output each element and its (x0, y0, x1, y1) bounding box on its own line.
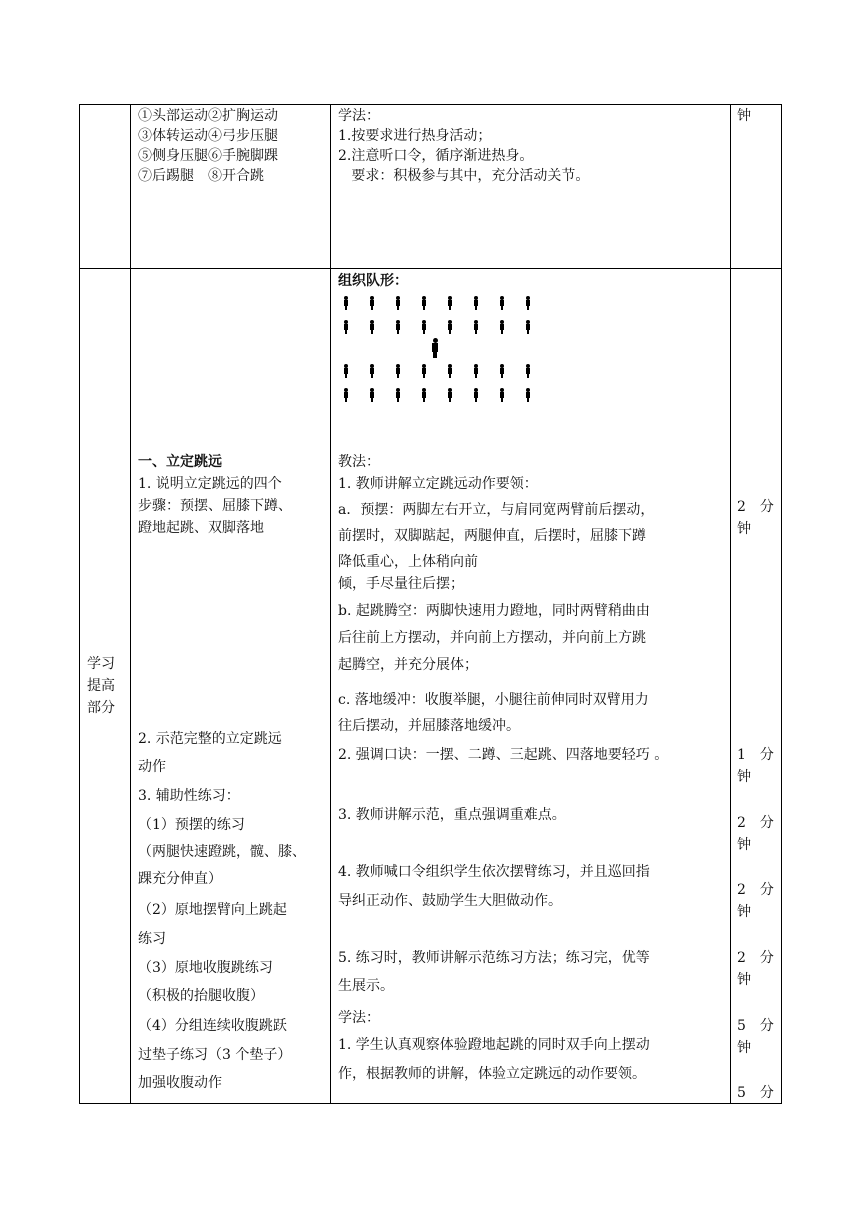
student-icon (473, 296, 479, 310)
student-icon (499, 296, 505, 310)
student-icon (473, 388, 479, 402)
study-point-1-line: 作，根据教师的讲解，体验立定跳远的动作要领。 (338, 1066, 646, 1082)
student-icon (447, 388, 453, 402)
warmup-method-line: 1.按要求进行热身活动； (338, 128, 492, 144)
teaching-point-4-line: 导纠正动作、鼓励学生大胆做动作。 (338, 893, 562, 909)
student-icon (473, 364, 479, 378)
content-sub-4-line: 过垫子练习（3 个垫子） (138, 1047, 292, 1063)
study-point-1-line: 1. 学生认真观察体验蹬地起跳的同时双手向上摆动 (338, 1037, 650, 1053)
student-icon (525, 388, 531, 402)
student-icon (369, 320, 375, 334)
student-icon (369, 388, 375, 402)
time-value: 1 分 (737, 747, 774, 763)
time-unit: 钟 (737, 837, 751, 853)
student-icon (525, 364, 531, 378)
content-sub-1-line: （1）预摆的练习 (138, 817, 245, 833)
student-icon (343, 364, 349, 378)
teaching-point-1a-line: a．预摆：两脚左右开立，与肩同宽两臂前后摆动， (338, 502, 655, 518)
content-item-3: 3. 辅助性练习： (138, 788, 240, 804)
content-item-1-line: 1. 说明立定跳远的四个 (138, 476, 282, 492)
content-item-2-line: 动作 (138, 759, 166, 775)
student-icon (421, 296, 427, 310)
table-col-divider-3 (730, 104, 731, 1104)
teaching-point-1: 1. 教师讲解立定跳远动作要领： (338, 476, 538, 492)
teaching-point-4-line: 4. 教师喊口令组织学生依次摆臂练习，并且巡回指 (338, 864, 650, 880)
student-icon (525, 320, 531, 334)
student-icon (447, 320, 453, 334)
teaching-point-1b-line: 后往前上方摆动，并向前上方摆动，并向前上方跳 (338, 630, 646, 646)
warmup-item-line: ⑦后踢腿 ⑧开合跳 (138, 168, 264, 184)
content-item-1-line: 步骤：预摆、屈膝下蹲、 (138, 498, 292, 514)
warmup-item-line: ③体转运动④弓步压腿 (138, 128, 278, 144)
student-icon (395, 296, 401, 310)
teaching-point-1b-line: 起腾空，并充分展体； (338, 657, 478, 673)
student-icon (421, 320, 427, 334)
student-icon (421, 388, 427, 402)
table-border-top (79, 104, 782, 105)
time-unit: 钟 (737, 769, 751, 785)
table-border-right (781, 104, 782, 1104)
table-col-divider-2 (330, 104, 331, 1104)
content-heading: 一、立定跳远 (138, 454, 222, 470)
warmup-time: 钟 (737, 108, 751, 124)
warmup-method-title: 学法： (338, 108, 380, 124)
student-icon (369, 364, 375, 378)
teaching-point-1a-line: 前摆时，双脚踮起，两腿伸直，后摆时，屈膝下蹲 (338, 528, 646, 544)
student-icon (447, 296, 453, 310)
content-item-1-line: 蹬地起跳、双脚落地 (138, 520, 264, 536)
student-icon (499, 388, 505, 402)
content-sub-2-line: 练习 (138, 931, 166, 947)
section-label-line: 部分 (87, 700, 115, 716)
time-value: 2 分 (737, 815, 774, 831)
study-title: 学法： (338, 1010, 380, 1026)
teaching-point-1a-line: 降低重心，上体稍向前 (338, 554, 478, 570)
time-unit: 钟 (737, 1040, 751, 1056)
content-item-2-line: 2. 示范完整的立定跳远 (138, 731, 282, 747)
table-border-left (79, 104, 80, 1104)
table-border-bottom (79, 1103, 782, 1104)
content-sub-2-line: （2）原地摆臂向上跳起 (138, 902, 287, 918)
content-sub-3-line: （积极的抬腿收腹） (138, 988, 264, 1004)
warmup-item-line: ⑤侧身压腿⑥手腕脚踝 (138, 148, 278, 164)
student-icon (343, 320, 349, 334)
student-icon (499, 320, 505, 334)
student-icon (395, 364, 401, 378)
teaching-title: 教法： (338, 454, 380, 470)
time-value: 2 分 (737, 882, 774, 898)
student-icon (343, 296, 349, 310)
time-value: 5 分 (737, 1018, 774, 1034)
time-unit: 钟 (737, 972, 751, 988)
teaching-point-5-line: 5. 练习时，教师讲解示范练习方法；练习完，优等 (338, 950, 650, 966)
content-sub-4-line: 加强收腹动作 (138, 1075, 222, 1091)
teaching-point-5-line: 生展示。 (338, 978, 394, 994)
table-row-divider (79, 268, 782, 269)
teaching-point-3: 3. 教师讲解示范，重点强调重难点。 (338, 807, 566, 823)
section-label-line: 学习 (87, 656, 115, 672)
student-icon (525, 296, 531, 310)
content-sub-4-line: （4）分组连续收腹跳跃 (138, 1018, 287, 1034)
teaching-point-1b-line: b. 起跳腾空：两脚快速用力蹬地，同时两臂稍曲由 (338, 603, 650, 619)
content-sub-3-line: （3）原地收腹跳练习 (138, 960, 273, 976)
time-unit: 钟 (737, 904, 751, 920)
time-value: 2 分 (737, 499, 774, 515)
content-sub-1-line: 踝充分伸直） (138, 871, 222, 887)
content-sub-1-line: （两腿快速蹬跳，髋、膝、 (138, 844, 306, 860)
time-unit: 钟 (737, 521, 751, 537)
student-icon (421, 364, 427, 378)
student-icon (499, 364, 505, 378)
warmup-requirement-line: 要求：积极参与其中，充分活动关节。 (338, 168, 590, 184)
teaching-point-1c-line: c. 落地缓冲：收腹举腿，小腿往前伸同时双臂用力 (338, 692, 649, 708)
time-value: 5 分 (737, 1085, 774, 1101)
student-icon (369, 296, 375, 310)
warmup-method-line: 2.注意听口令，循序渐进热身。 (338, 148, 534, 164)
time-value: 2 分 (737, 950, 774, 966)
teaching-point-1c-line: 往后摆动，并屈膝落地缓冲。 (338, 718, 520, 734)
table-col-divider-1 (130, 104, 131, 1104)
section-label-line: 提高 (87, 678, 115, 694)
teaching-point-1a-line: 倾，手尽量往后摆； (338, 576, 464, 592)
teacher-icon (431, 338, 439, 358)
warmup-item-line: ①头部运动②扩胸运动 (138, 108, 278, 124)
student-icon (343, 388, 349, 402)
student-icon (473, 320, 479, 334)
student-icon (447, 364, 453, 378)
formation-title: 组织队形： (338, 273, 408, 289)
student-icon (395, 388, 401, 402)
student-icon (395, 320, 401, 334)
teaching-point-2: 2. 强调口诀：一摆、二蹲、三起跳、四落地要轻巧 。 (338, 747, 669, 763)
